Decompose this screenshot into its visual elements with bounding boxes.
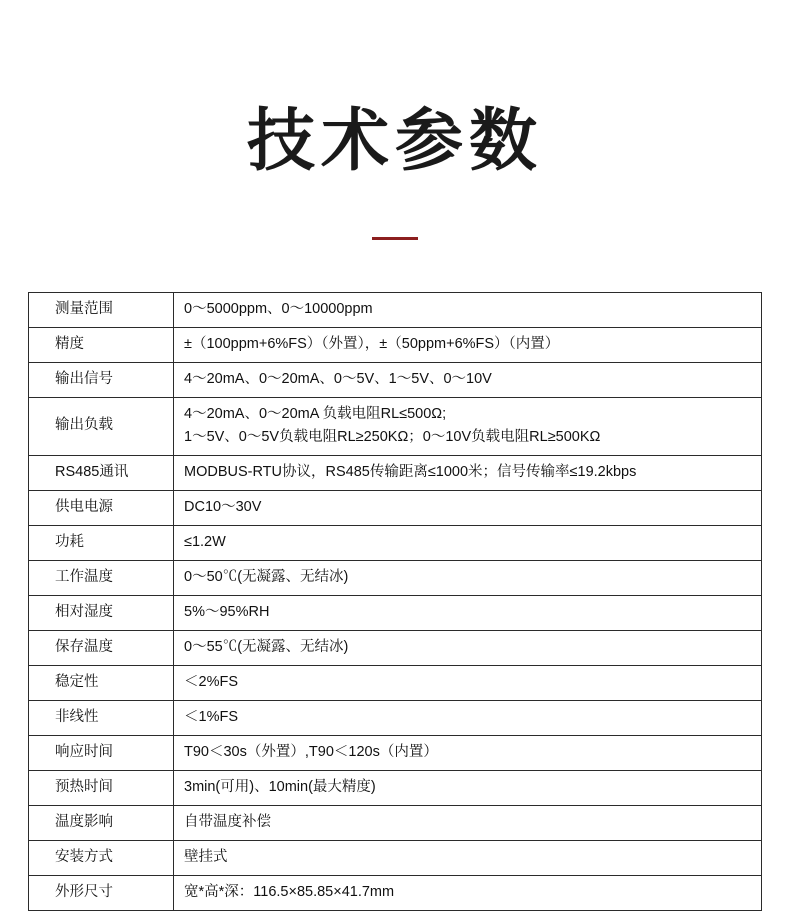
spec-value <box>174 327 762 362</box>
specifications-table <box>28 292 762 911</box>
table-row <box>29 700 762 735</box>
spec-label: 非线性 <box>29 700 174 735</box>
table-row <box>29 525 762 560</box>
spec-value <box>174 875 762 910</box>
spec-value-line: 5%～95%RH <box>184 603 270 620</box>
spec-value-line: ±（100ppm+6%FS）（外置），±（50ppm+6%FS）（内置） <box>184 335 560 352</box>
table-row <box>29 327 762 362</box>
table-row <box>29 630 762 665</box>
title-underline-divider <box>372 237 418 240</box>
spec-value-line: ＜1%FS <box>184 708 238 725</box>
spec-value <box>174 665 762 700</box>
spec-label: RS485通讯 <box>29 455 174 490</box>
spec-value-line: 3min(可用)、10min(最大精度) <box>184 778 376 795</box>
spec-label: 响应时间 <box>29 735 174 770</box>
spec-label: 精度 <box>29 327 174 362</box>
table-row <box>29 595 762 630</box>
spec-value-line: ≤1.2W <box>184 533 226 550</box>
spec-value-line: 4～20mA、0～20mA、0～5V、1～5V、0～10V <box>184 370 492 387</box>
spec-value-line: 0～55℃(无凝露、无结冰) <box>184 638 349 655</box>
specifications-table-wrapper <box>28 292 762 911</box>
spec-value-line: ＜2%FS <box>184 673 238 690</box>
spec-label: 供电电源 <box>29 490 174 525</box>
table-row <box>29 362 762 397</box>
specifications-table-body <box>29 292 762 910</box>
spec-label: 输出信号 <box>29 362 174 397</box>
spec-label: 测量范围 <box>29 292 174 327</box>
spec-label: 温度影响 <box>29 805 174 840</box>
table-row <box>29 397 762 455</box>
spec-value-line: 0～5000ppm、0～10000ppm <box>184 300 373 317</box>
spec-value <box>174 292 762 327</box>
table-row <box>29 665 762 700</box>
spec-value <box>174 770 762 805</box>
spec-value-line: 1～5V、0～5V负载电阻RL≥250KΩ；0～10V负载电阻RL≥500KΩ <box>184 428 601 445</box>
spec-label: 安装方式 <box>29 840 174 875</box>
spec-value <box>174 560 762 595</box>
spec-value-line: DC10～30V <box>184 498 262 515</box>
spec-value-line: 0～50℃(无凝露、无结冰) <box>184 568 349 585</box>
spec-value <box>174 397 762 455</box>
spec-value <box>174 840 762 875</box>
spec-value <box>174 455 762 490</box>
spec-label: 稳定性 <box>29 665 174 700</box>
table-row <box>29 805 762 840</box>
spec-label: 预热时间 <box>29 770 174 805</box>
spec-value <box>174 630 762 665</box>
spec-value <box>174 735 762 770</box>
table-row <box>29 875 762 910</box>
spec-value <box>174 362 762 397</box>
spec-value-line: 宽*高*深：116.5×85.85×41.7mm <box>184 883 395 900</box>
spec-value-line: MODBUS-RTU协议，RS485传输距离≤1000米；信号传输率≤19.2kbps <box>184 463 637 480</box>
spec-label: 相对湿度 <box>29 595 174 630</box>
spec-value <box>174 525 762 560</box>
table-row <box>29 292 762 327</box>
spec-value <box>174 490 762 525</box>
spec-value-line: T90＜30s（外置）,T90＜120s（内置） <box>184 743 438 760</box>
table-row <box>29 560 762 595</box>
table-row <box>29 840 762 875</box>
spec-value-line: 4～20mA、0～20mA 负载电阻RL≤500Ω; <box>184 405 447 422</box>
table-row <box>29 490 762 525</box>
spec-value <box>174 805 762 840</box>
table-row <box>29 455 762 490</box>
spec-value <box>174 595 762 630</box>
spec-label: 功耗 <box>29 525 174 560</box>
spec-value <box>174 700 762 735</box>
spec-value-line: 自带温度补偿 <box>184 813 271 830</box>
spec-label: 输出负载 <box>29 397 174 455</box>
table-row <box>29 735 762 770</box>
spec-label: 保存温度 <box>29 630 174 665</box>
table-row <box>29 770 762 805</box>
spec-value-line: 壁挂式 <box>184 848 228 865</box>
spec-label: 外形尺寸 <box>29 875 174 910</box>
page-title: 技术参数 <box>246 103 543 179</box>
spec-label: 工作温度 <box>29 560 174 595</box>
